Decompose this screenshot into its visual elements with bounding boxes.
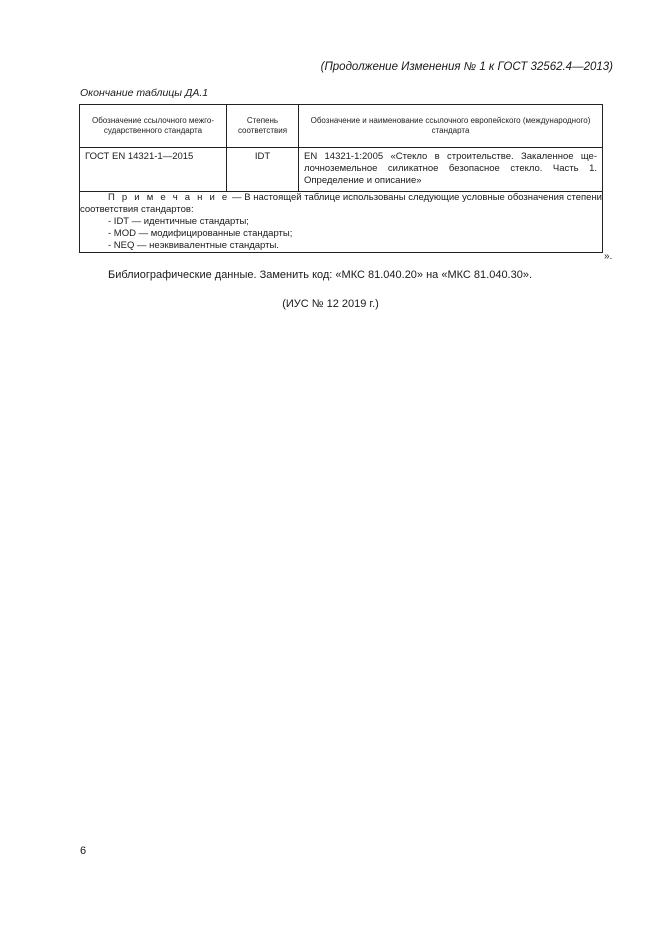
note-item-idt: - IDT — идентичные стандарты; — [108, 216, 249, 227]
note-intro — [80, 192, 602, 216]
table-row — [80, 148, 603, 192]
header-cell-reference: Обозначение и наименование ссылочного европейского (международного) стандарта — [299, 105, 603, 148]
ius-reference: (ИУС № 12 2019 г.) — [282, 298, 379, 310]
table-note — [80, 192, 603, 253]
closing-quote: ». — [604, 251, 613, 262]
table-caption: Окончание таблицы ДА.1 — [80, 87, 209, 99]
note-item-neq: - NEQ — неэквивалентные стандарты. — [108, 240, 279, 251]
note-text: — В настоящей таблице использованы следующие условные обозначения степени соответствия стандартов: — [80, 192, 602, 215]
header-cell-degree: Степень соответствия — [227, 105, 299, 148]
page-number: 6 — [80, 845, 87, 857]
bibliographic-data: Библиографические данные. Заменить код: «МКС 81.040.20» на «МКС 81.040.30». — [108, 269, 533, 281]
table-header-row — [80, 105, 603, 148]
cell-reference: EN 14321-1:2005 «Стекло в строительстве. Закаленное ще-лочноземельное силикатное безопасное стекло. Часть 1. Определение и описание» — [299, 148, 603, 192]
note-label: П р и м е ч а н и е — [108, 192, 230, 203]
page-header: (Продолжение Изменения № 1 к ГОСТ 32562.4—2013) — [320, 61, 613, 73]
header-cell-gost: Обозначение ссылочного межго-сударственного стандарта — [80, 105, 227, 148]
cell-gost: ГОСТ EN 14321-1—2015 — [80, 148, 227, 192]
note-item-mod: - MOD — модифицированные стандарты; — [108, 228, 293, 239]
table-note-row — [80, 192, 603, 253]
cell-degree: IDT — [227, 148, 299, 192]
reference-standards-table — [79, 104, 603, 253]
